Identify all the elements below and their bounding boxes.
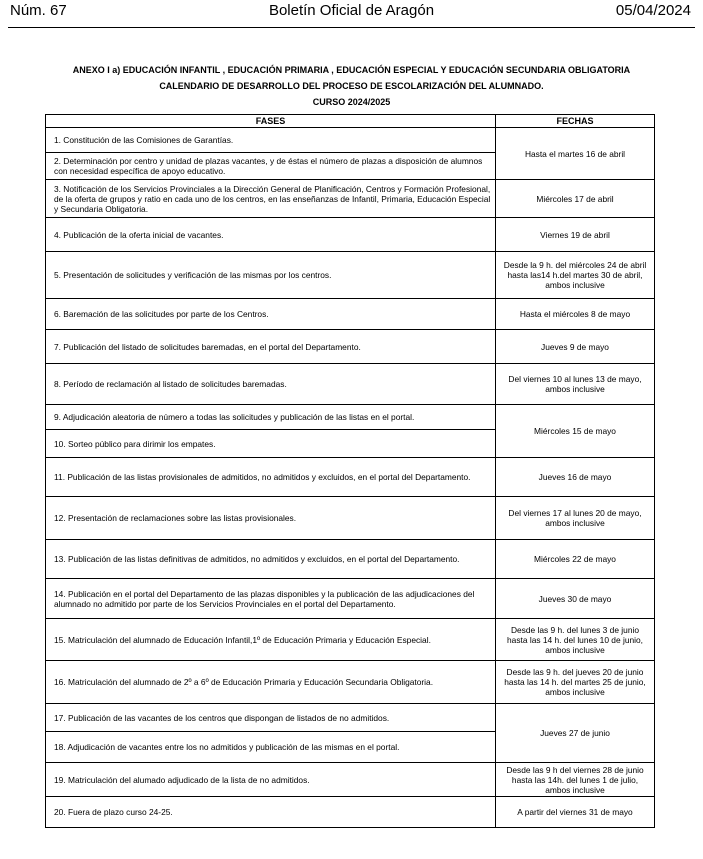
date-cell: Desde las 9 h del viernes 28 de junio hasta las 14h. del lunes 1 de julio, ambos inclusive [496,763,655,797]
date-cell: A partir del viernes 31 de mayo [496,797,655,828]
table-header-row [46,115,655,128]
phase-cell: 12. Presentación de reclamaciones sobre las listas provisionales. [46,497,496,540]
column-header-fechas: FECHAS [496,115,655,128]
document-titles [0,64,703,112]
phase-cell: 1. Constitución de las Comisiones de Garantías. [46,128,496,153]
schedule-table [45,114,655,828]
annex-title: ANEXO I a) EDUCACIÓN INFANTIL , EDUCACIÓN PRIMARIA , EDUCACIÓN ESPECIAL Y EDUCACIÓN SECUNDARIA OBLIGATORIA [72,65,631,75]
phase-cell: 7. Publicación del listado de solicitudes baremadas, en el portal del Departamento. [46,330,496,364]
date-cell: Desde las 9 h. del lunes 3 de junio hasta las 14 h. del lunes 10 de junio, ambos inclusive [496,619,655,661]
date-cell: Viernes 19 de abril [496,218,655,252]
table-row [46,661,655,704]
phase-cell: 11. Publicación de las listas provisionales de admitidos, no admitidos y excluidos, en el portal del Departamento. [46,458,496,497]
phase-cell: 5. Presentación de solicitudes y verificación de las mismas por los centros. [46,252,496,299]
date-cell: Miércoles 17 de abril [496,180,655,218]
phase-cell: 14. Publicación en el portal del Departamento de las plazas disponibles y la publicación de las adjudicaciones del alumnado no admitido por parte de los Servicios Provinciales en el portal del Departamento. [46,579,496,619]
date-cell: Jueves 27 de junio [496,704,655,763]
calendar-title: CALENDARIO DE DESARROLLO DEL PROCESO DE ESCOLARIZACIÓN DEL ALUMNADO. [159,81,544,91]
page-header [0,0,703,32]
date-cell: Hasta el martes 16 de abril [496,128,655,180]
table-row [46,364,655,405]
phase-cell: 17. Publicación de las vacantes de los centros que dispongan de listados de no admitidos. [46,704,496,732]
header-divider [8,27,695,28]
date-cell: Jueves 9 de mayo [496,330,655,364]
date-cell: Miércoles 22 de mayo [496,540,655,579]
issue-number: Núm. 67 [10,2,67,19]
table-row [46,619,655,661]
phase-cell: 2. Determinación por centro y unidad de plazas vacantes, y de éstas el número de plazas a disposición de alumnos con necesidad específica de apoyo educativo. [46,153,496,180]
date-cell: Desde la 9 h. del miércoles 24 de abril hasta las14 h.del martes 30 de abril, ambos inclusive [496,252,655,299]
table-row [46,405,655,430]
date-cell: Hasta el miércoles 8 de mayo [496,299,655,330]
bulletin-title: Boletín Oficial de Aragón [268,2,435,19]
date-cell: Miércoles 15 de mayo [496,405,655,458]
phase-cell: 20. Fuera de plazo curso 24-25. [46,797,496,828]
date-cell: Del viernes 17 al lunes 20 de mayo, ambos inclusive [496,497,655,540]
table-row [46,540,655,579]
table-row [46,497,655,540]
table-row [46,128,655,153]
phase-cell: 4. Publicación de la oferta inicial de vacantes. [46,218,496,252]
phase-cell: 8. Período de reclamación al listado de solicitudes baremadas. [46,364,496,405]
table-row [46,330,655,364]
table-row [46,299,655,330]
column-header-fases: FASES [46,115,496,128]
phase-cell: 3. Notificación de los Servicios Provinciales a la Dirección General de Planificación, Centros y Formación Profesional, de la oferta de grupos y ratio en cada uno de los centros, en las enseñanzas de Infantil, Primaria, Educación Especial y Secundaria Obligatoria. [46,180,496,218]
date-cell: Desde las 9 h. del jueves 20 de junio hasta las 14 h. del martes 25 de junio, ambos inclusive [496,661,655,704]
phase-cell: 15. Matriculación del alumnado de Educación Infantil,1º de Educación Primaria y Educación Especial. [46,619,496,661]
phase-cell: 9. Adjudicación aleatoria de número a todas las solicitudes y publicación de las listas en el portal. [46,405,496,430]
phase-cell: 16. Matriculación del alumnado de 2º a 6º de Educación Primaria y Educación Secundaria Obligatoria. [46,661,496,704]
table-row [46,180,655,218]
table-row [46,579,655,619]
phase-cell: 6. Baremación de las solicitudes por parte de los Centros. [46,299,496,330]
phase-cell: 18. Adjudicación de vacantes entre los no admitidos y publicación de las mismas en el portal. [46,732,496,763]
phase-cell: 13. Publicación de las listas definitivas de admitidos, no admitidos y excluidos, en el portal del Departamento. [46,540,496,579]
date-cell: Jueves 16 de mayo [496,458,655,497]
school-year: CURSO 2024/2025 [312,97,391,107]
date-cell: Del viernes 10 al lunes 13 de mayo, ambos inclusive [496,364,655,405]
table-row [46,252,655,299]
table-row [46,458,655,497]
table-row [46,797,655,828]
phase-cell: 19. Matriculación del alumado adjudicado de la lista de no admitidos. [46,763,496,797]
issue-date: 05/04/2024 [615,2,691,19]
phase-cell: 10. Sorteo público para dirimir los empates. [46,430,496,458]
table-row [46,763,655,797]
date-cell: Jueves 30 de mayo [496,579,655,619]
table-row [46,704,655,732]
table-row [46,218,655,252]
